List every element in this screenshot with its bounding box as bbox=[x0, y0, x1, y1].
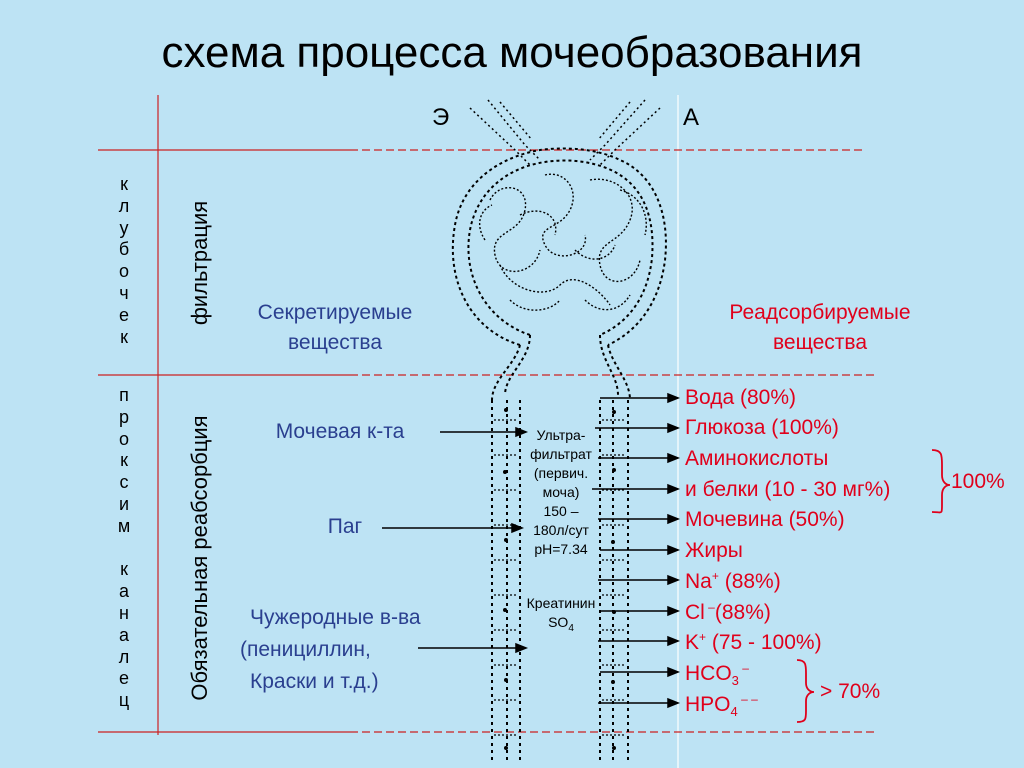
glucose-item: Глюкоза (100%) bbox=[685, 416, 839, 439]
ultrafiltrate-label: Ультра- фильтрат (первич. моча) 150 – 180л/сут pH=7.34 bbox=[530, 427, 592, 557]
creatinine-label: Креатинин $SO_4$ bbox=[526, 595, 596, 634]
tubule-vertical-label: п р о к с и м к а н а л е ц bbox=[117, 385, 131, 711]
secreted-substances: Секретируемые вещества bbox=[257, 301, 413, 354]
group-70-label: > 70% bbox=[820, 680, 881, 703]
group-100-label: 100% bbox=[951, 470, 1005, 493]
efferent-label: Э bbox=[432, 104, 450, 131]
foreign-substances: Чужеродные в-ва (пенициллин, Краски и т.д.) bbox=[240, 606, 421, 693]
fats-item: Жиры bbox=[685, 539, 743, 562]
capsule bbox=[453, 148, 666, 345]
urea-item: Мочевина (50%) bbox=[685, 508, 845, 531]
bicarbonate-item: $HCO_3$ – bbox=[685, 661, 749, 689]
phosphate-item: $HPO_4$ – – bbox=[685, 692, 758, 720]
reabsorbed-substances: Реадсорбируемые вещества bbox=[729, 301, 911, 354]
reabsorption-arrows bbox=[592, 394, 678, 707]
amino-acids-item: Аминокислоты bbox=[685, 447, 829, 470]
uric-acid-label: Мочевая к-та bbox=[275, 420, 405, 443]
afferent-label: А bbox=[683, 104, 700, 131]
glomerulus bbox=[480, 174, 647, 310]
page-title: схема процесса мочеобразования bbox=[161, 28, 863, 77]
glomerulus-vertical-label: к л у б о ч е к bbox=[118, 174, 130, 347]
vessels bbox=[470, 100, 660, 165]
water-item: Вода (80%) bbox=[685, 386, 797, 409]
proteins-item: и белки (10 - 30 мг%) bbox=[685, 478, 891, 501]
tubule-neck bbox=[492, 335, 630, 400]
potassium-item: K+ (75 - 100%) bbox=[685, 630, 822, 654]
filtration-label: фильтрация bbox=[187, 200, 212, 326]
sodium-item: Na+ (88%) bbox=[685, 569, 781, 593]
reabsorption-label: Обязательная реабсорбция bbox=[187, 415, 212, 701]
pag-label: Паг bbox=[327, 515, 363, 538]
chloride-item: Cl –(88%) bbox=[685, 600, 771, 624]
